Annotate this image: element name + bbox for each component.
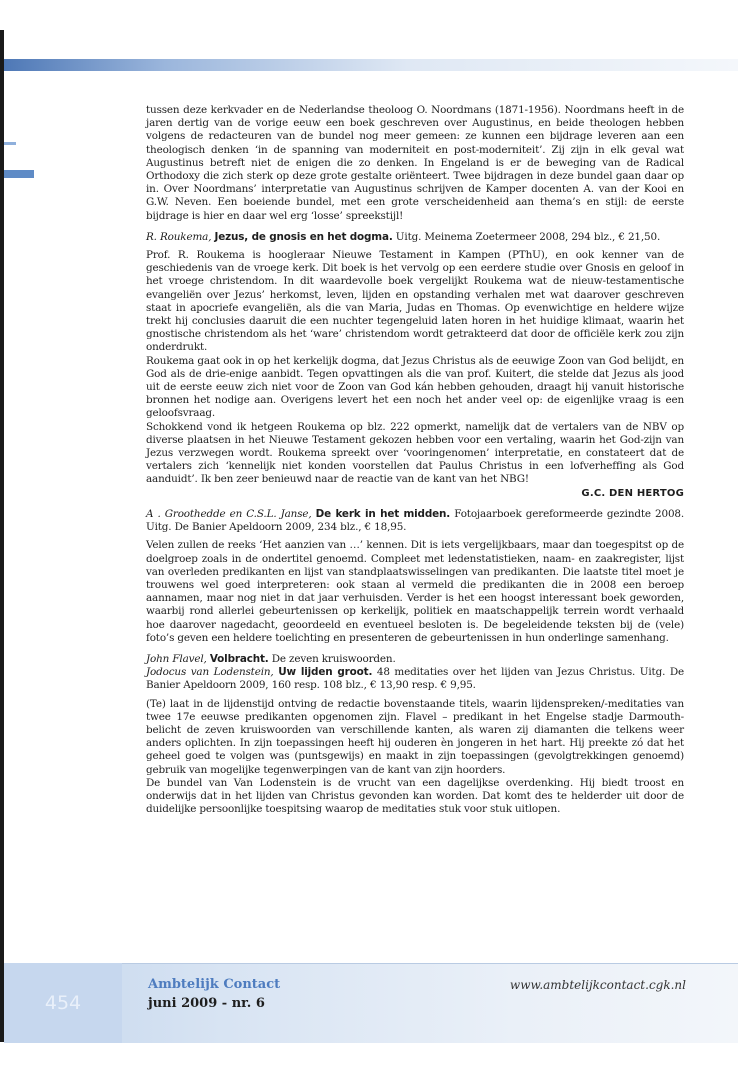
review2-heading (146, 231, 684, 244)
margin-accent-bar (4, 170, 34, 178)
review2-paragraph-1: Prof. R. Roukema is hoogleraar Nieuwe Testament in Kampen (PThU), en ook kenner van de geschiedenis van de vroege kerk. Dit boek is het vervolg op een eerdere studie over Gnosis en geloof in het vroege christendom. In dit waardevolle boek vergelijkt Roukema wat de nieuw-testamentische evangeliën over Jezus’ herkomst, leven, lijden en opstanding verhalen met wat daarover geschreven staat in apocriefe evangeliën, als die van Maria, Judas en Thomas. Op evenwichtige en heldere wijze trekt hij conclusies daaruit die een nuchter tegengeluid laten horen in het huidige klimaat, waarin het gnostische christendom als het ‘ware’ christendom wordt getrakteerd dat door de officiële kerk zou zijn onderdrukt. (146, 249, 684, 354)
review2-author: R. Roukema, (146, 230, 212, 243)
review4-author-2: Jodocus van Lodenstein, (146, 666, 274, 679)
review4-details-1: De zeven kruiswoorden. (271, 652, 396, 665)
left-edge-rule (0, 30, 4, 1042)
page-bottom-margin (0, 1043, 738, 1068)
footer-issue: juni 2009 - nr. 6 (148, 996, 265, 1011)
header-color-band (4, 59, 738, 71)
review3-paragraph: Velen zullen de reeks ‘Het aanzien van …’ kennen. Dit is iets vergelijkbaars, maar dan toegespitst op de doelgroep zoals in de ondertitel genoemd. Compleet met ledenstatistieken, naam- en zaakregister, lijst van overleden predikanten en lijst van standplaatswisselingen van predikanten. Die laatste titel moet je trouwens wel goed interpreteren: ook staan al vermeld die predikanten die in 2008 een beroep aannamen, maar nog niet in dat jaar verhuisden. Verder is het een hoogst interessant boek geworden, waarbij rond allerlei gebeurtenissen op kerkelijk, politiek en maatschappelijk terrein wordt verhaald hoe daarover nagedacht, geoordeeld en eventueel besloten is. De begeleidende teksten bij de (vele) foto’s geven een heldere toelichting en presenteren de gebeurtenissen in hun onderlinge samenhang. (146, 539, 684, 644)
margin-accent-mark (4, 142, 16, 145)
review3-title: De kerk in het midden. (315, 507, 451, 520)
review3-author: A . Groothedde en C.S.L. Janse, (146, 507, 312, 520)
review4-heading-1 (146, 653, 684, 666)
review3-details: Fotojaarboek gereformeerde gezindte 2008. Uitg. De Banier Apeldoorn 2009, 234 blz., € 18,95. (146, 507, 685, 534)
review4-paragraph-2: De bundel van Van Lodenstein is de vrucht van een dagelijkse overdenking. Hij biedt troost en onderwijs dat in het lijden van Christus gevonden kan worden. Dat komt des te helderder uit door de duidelijke persoonlijke toespitsing waarop de meditaties stuk voor stuk uitlopen. (146, 776, 684, 816)
review2-paragraph-3: Schokkend vond ik hetgeen Roukema op blz. 222 opmerkt, namelijk dat de vertalers van de NBV op diverse plaatsen in het Nieuwe Testament gekozen hebben voor een vertaling, waarin het God-zijn van Jezus verzwegen wordt. Roukema spreekt over ‘vooringenomen’ interpretatie, en constateert dat de vertalers zich ‘kennelijk niet konden voorstellen dat Paulus Christus in een lofverheffing als God aanduidt’. Ik ben zeer benieuwd naar de reactie van de kant van het NBG! (146, 420, 684, 486)
review4-title-2: Uw lijden groot. (278, 666, 373, 679)
review3-heading (146, 508, 684, 534)
article-body (146, 104, 684, 816)
page-number: 454 (4, 963, 122, 1043)
footer-magazine-name: Ambtelijk Contact (148, 977, 281, 992)
review4-heading-2 (146, 666, 684, 692)
review2-signature: G.C. DEN HERTOG (581, 487, 684, 499)
review1-paragraph: tussen deze kerkvader en de Nederlandse theoloog O. Noordmans (1871-1956). Noordmans heeft in de jaren dertig van de vorige eeuw een boek geschreven over Augustinus, en beide theologen hebben volgens de redacteuren van de bundel nog meer gemeen: ze kunnen een bijdrage leveren aan een theologisch denken ‘in de spanning van moderniteit en post-moderniteit’. Zij zijn in elk geval wat Augustinus betreft niet de enigen die zo denken. In Engeland is er de beweging van de Radical Orthodoxy die zich sterk op deze grote gestalte oriënteert. Twee bijdragen in deze bundel gaan daar op in. Over Noordmans’ interpretatie van Augustinus schrijven de Kamper docenten A. van der Kooi en G.W. Neven. Een boeiende bundel, met een grote verscheidenheid aan thema’s en stijl: de eerste bijdrage is hier en daar wel erg ‘losse’ spreekstijl! (146, 104, 684, 222)
review4-details-2: 48 meditaties over het lijden van Jezus Christus. Uitg. De Banier Apeldoorn 2009, 160 resp. 108 blz., € 13,90 resp. € 9,95. (146, 666, 685, 692)
review4-title-1: Volbracht. (209, 652, 269, 665)
footer-url-link[interactable]: www.ambtelijkcontact.cgk.nl (509, 978, 686, 992)
review2-details: Uitg. Meinema Zoetermeer 2008, 294 blz., € 21,50. (395, 230, 661, 243)
review4-paragraph-1: (Te) laat in de lijdenstijd ontving de redactie bovenstaande titels, waarin lijdenspreken/-meditaties van twee 17e eeuwse predikanten opgenomen zijn. Flavel – predikant in het Engelse stadje Darmouth- belicht de zeven kruiswoorden van verschillende kanten, als waren zij diamanten die telkens weer anders oplichten. In zijn toepassingen heeft hij ouderen èn jongeren in het hart. Hij preekte zó dat het geheel goed te volgen was (puntsgewijs) en maakt in zijn toepassingen (gevolgtrekkingen genoemd) gebruik van mogelijke tegenwerpingen van de kant van zijn hoorders. (146, 697, 684, 776)
review2-paragraph-2: Roukema gaat ook in op het kerkelijk dogma, dat Jezus Christus als de eeuwige Zoon van God belijdt, en God als de drie-enige aanbidt. Tegen opvattingen als die van prof. Kuitert, die stelde dat Jezus als jood uit de eerste eeuw zich niet voor de Zoon van God kán hebben gehouden, draagt hij vanuit historische bronnen het nodige aan. Overigens levert het een noch het ander veel op: de eigenlijke vraag is een geloofsvraag. (146, 354, 684, 420)
review4-author-1: John Flavel, (146, 652, 207, 665)
review2-title: Jezus, de gnosis en het dogma. (214, 230, 393, 243)
